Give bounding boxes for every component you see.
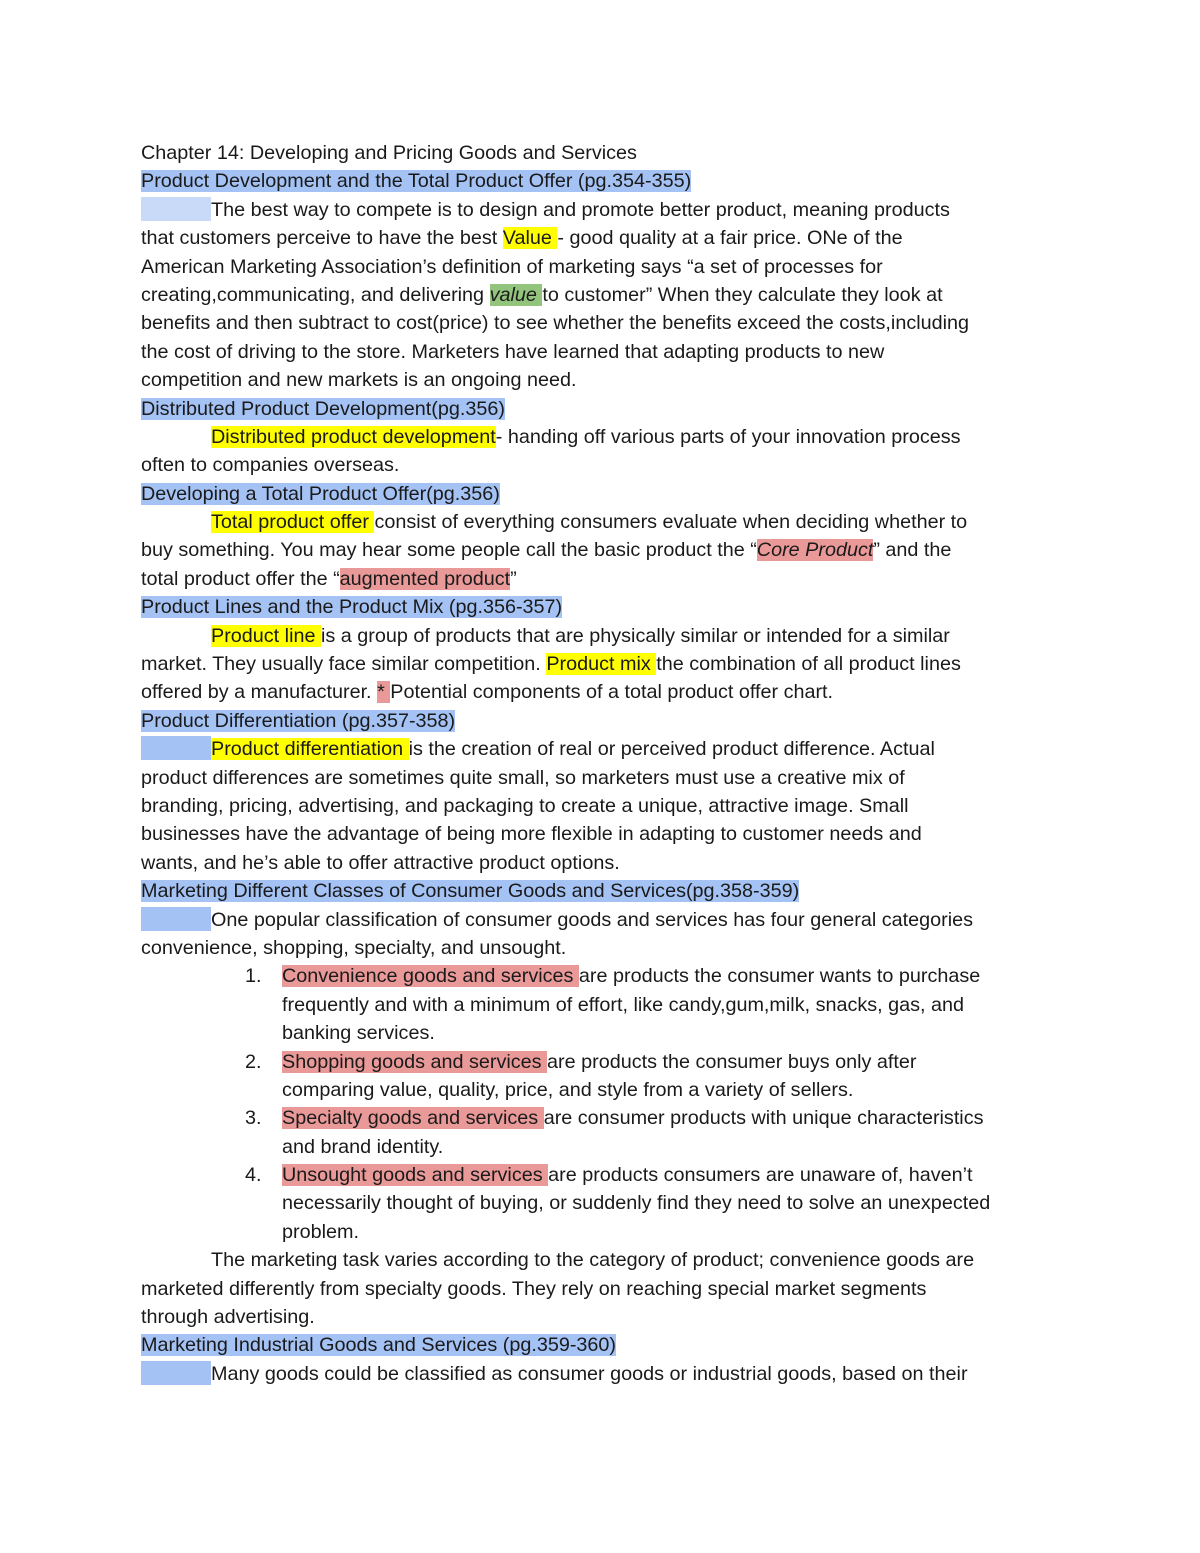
paragraph-line — [141, 338, 1061, 366]
paragraph-line — [141, 565, 1061, 593]
paragraph-text: benefits and then subtract to cost(price) to see whether the benefits exceed the costs,including — [141, 312, 970, 335]
indent-highlight — [141, 197, 211, 221]
paragraph-text: market. They usually face similar competition. — [141, 653, 547, 676]
list-number: 1. — [245, 965, 262, 988]
indent-highlight — [141, 736, 211, 760]
chapter-title-text: Chapter 14: Developing and Pricing Goods and Services — [141, 142, 637, 164]
paragraph-text: marketed differently from specialty goods. They rely on reaching special market segments — [141, 1277, 927, 1300]
paragraph-line — [141, 650, 1061, 678]
paragraph-line — [141, 622, 1061, 650]
paragraph-text: convenience, shopping, specialty, and unsought. — [141, 936, 567, 959]
paragraph-line — [141, 764, 1061, 792]
list-item — [141, 1048, 1061, 1105]
section-heading-text: Marketing Industrial Goods and Services (pg.359-360) — [141, 1334, 617, 1357]
paragraph-text: through advertising. — [141, 1306, 315, 1329]
list-text: are consumer products with unique characteristics — [543, 1107, 984, 1130]
list-text: are products consumers are unaware of, haven’t — [548, 1164, 973, 1187]
paragraph-text: buy something. You may hear some people call the basic product the “ — [141, 539, 757, 562]
chapter-title — [141, 139, 1061, 167]
list-text: are products the consumer buys only after — [547, 1050, 917, 1073]
highlight-class-term: Convenience goods and services — [282, 965, 579, 988]
paragraph-line — [141, 1275, 1061, 1303]
indent-highlight — [141, 1361, 211, 1385]
paragraph-line — [141, 309, 1061, 337]
section-heading-industrial — [141, 1331, 1061, 1359]
paragraph-line — [141, 451, 1061, 479]
list-item — [141, 962, 1061, 1047]
paragraph-line — [141, 281, 1061, 309]
paragraph-line — [141, 934, 1061, 962]
highlight-star: * — [377, 681, 391, 704]
paragraph-text: is a group of products that are physically similar or intended for a similar — [320, 624, 950, 647]
list-number: 2. — [245, 1050, 262, 1073]
highlight-core-product: Core Product — [756, 539, 874, 562]
paragraph-text: often to companies overseas. — [141, 454, 400, 477]
indent-highlight — [141, 907, 211, 931]
section-heading-text: Marketing Different Classes of Consumer Goods and Services(pg.358-359) — [141, 880, 800, 903]
paragraph-line — [141, 536, 1061, 564]
highlight-class-term: Specialty goods and services — [282, 1107, 544, 1130]
paragraph-line — [141, 196, 1061, 224]
paragraph-text: is the creation of real or perceived product difference. Actual — [408, 738, 935, 761]
paragraph-line — [141, 735, 1061, 763]
paragraph-text: Many goods could be classified as consumer goods or industrial goods, based on their — [211, 1362, 968, 1385]
list-text: frequently and with a minimum of effort, like candy,gum,milk, snacks, gas, and — [282, 993, 965, 1016]
paragraph-text: consist of everything consumers evaluate when deciding whether to — [374, 511, 968, 534]
paragraph-line — [141, 849, 1061, 877]
paragraph-line — [141, 906, 1061, 934]
section-heading-text: Developing a Total Product Offer(pg.356) — [141, 482, 500, 505]
classes-list — [141, 962, 1061, 1246]
paragraph-line — [141, 508, 1061, 536]
paragraph-text: offered by a manufacturer. — [141, 681, 378, 704]
paragraph-text: creating,communicating, and delivering — [141, 283, 490, 306]
highlight-term: Product differentiation — [211, 738, 409, 761]
paragraph-line — [141, 792, 1061, 820]
paragraph-text: - handing off various parts of your innovation process — [495, 425, 961, 448]
list-item — [141, 1104, 1061, 1161]
list-number: 4. — [245, 1164, 262, 1187]
paragraph-line — [141, 366, 1061, 394]
paragraph-line — [141, 678, 1061, 706]
paragraph-text: ” — [510, 567, 517, 590]
paragraph-text: The best way to compete is to design and promote better product, meaning products — [211, 198, 950, 221]
highlight-term: Product line — [211, 624, 321, 647]
section-heading-distributed — [141, 395, 1061, 423]
paragraph-text: competition and new markets is an ongoing need. — [141, 369, 577, 392]
paragraph-text: The marketing task varies according to the category of product; convenience goods are — [211, 1249, 975, 1272]
paragraph-line — [141, 423, 1061, 451]
paragraph-text: to customer” When they calculate they look at — [542, 283, 943, 306]
paragraph-text: wants, and he’s able to offer attractive product options. — [141, 851, 620, 874]
section-heading-text: Distributed Product Development(pg.356) — [141, 397, 505, 420]
document-page — [141, 139, 1061, 1388]
section-heading-text: Product Development and the Total Product Offer (pg.354-355) — [141, 170, 692, 193]
highlight-value-term: Value — [502, 227, 558, 250]
highlight-value-italic: value — [489, 283, 543, 306]
highlight-class-term: Unsought goods and services — [282, 1164, 549, 1187]
paragraph-text: One popular classification of consumer goods and services has four general categories — [211, 908, 974, 931]
paragraph-line — [141, 224, 1061, 252]
section-heading-product-development — [141, 167, 1061, 195]
paragraph-line — [141, 820, 1061, 848]
highlight-augmented-product: augmented product — [339, 567, 511, 590]
paragraph-text: businesses have the advantage of being more flexible in adapting to customer needs and — [141, 823, 922, 846]
list-item — [141, 1161, 1061, 1246]
list-number: 3. — [245, 1107, 262, 1130]
paragraph-line — [141, 1246, 1061, 1274]
paragraph-line — [141, 1303, 1061, 1331]
paragraph-text: - good quality at a fair price. ONe of the — [557, 227, 903, 250]
paragraph-text: ” and the — [873, 539, 952, 562]
list-text: are products the consumer wants to purchase — [578, 965, 981, 988]
section-heading-text: Product Differentiation (pg.357-358) — [141, 709, 456, 732]
list-text: and brand identity. — [282, 1135, 444, 1158]
paragraph-text: the combination of all product lines — [656, 653, 961, 676]
paragraph-line — [141, 1360, 1061, 1388]
list-text: necessarily thought of buying, or suddenly find they need to solve an unexpected — [282, 1192, 991, 1215]
paragraph-text: American Marketing Association’s definition of marketing says “a set of processes for — [141, 255, 883, 278]
paragraph-text: total product offer the “ — [141, 567, 340, 590]
paragraph-text: Potential components of a total product offer chart. — [390, 681, 834, 704]
paragraph-text: the cost of driving to the store. Marketers have learned that adapting products to new — [141, 340, 885, 363]
section-heading-differentiation — [141, 707, 1061, 735]
paragraph-line — [141, 253, 1061, 281]
section-heading-total-product-offer — [141, 480, 1061, 508]
paragraph-text: branding, pricing, advertising, and packaging to create a unique, attractive image. Small — [141, 794, 909, 817]
list-text: comparing value, quality, price, and style from a variety of sellers. — [282, 1078, 854, 1101]
highlight-term: Product mix — [546, 653, 657, 676]
section-heading-text: Product Lines and the Product Mix (pg.356-357) — [141, 596, 563, 619]
highlight-term: Total product offer — [211, 511, 375, 534]
paragraph-text: product differences are sometimes quite small, so marketers must use a creative mix of — [141, 766, 905, 789]
paragraph-text: that customers perceive to have the best — [141, 227, 503, 250]
section-heading-classes — [141, 877, 1061, 905]
highlight-term: Distributed product development — [211, 425, 496, 448]
list-text: banking services. — [282, 1022, 435, 1045]
section-heading-product-lines — [141, 593, 1061, 621]
list-text: problem. — [282, 1220, 359, 1243]
highlight-class-term: Shopping goods and services — [282, 1050, 548, 1073]
